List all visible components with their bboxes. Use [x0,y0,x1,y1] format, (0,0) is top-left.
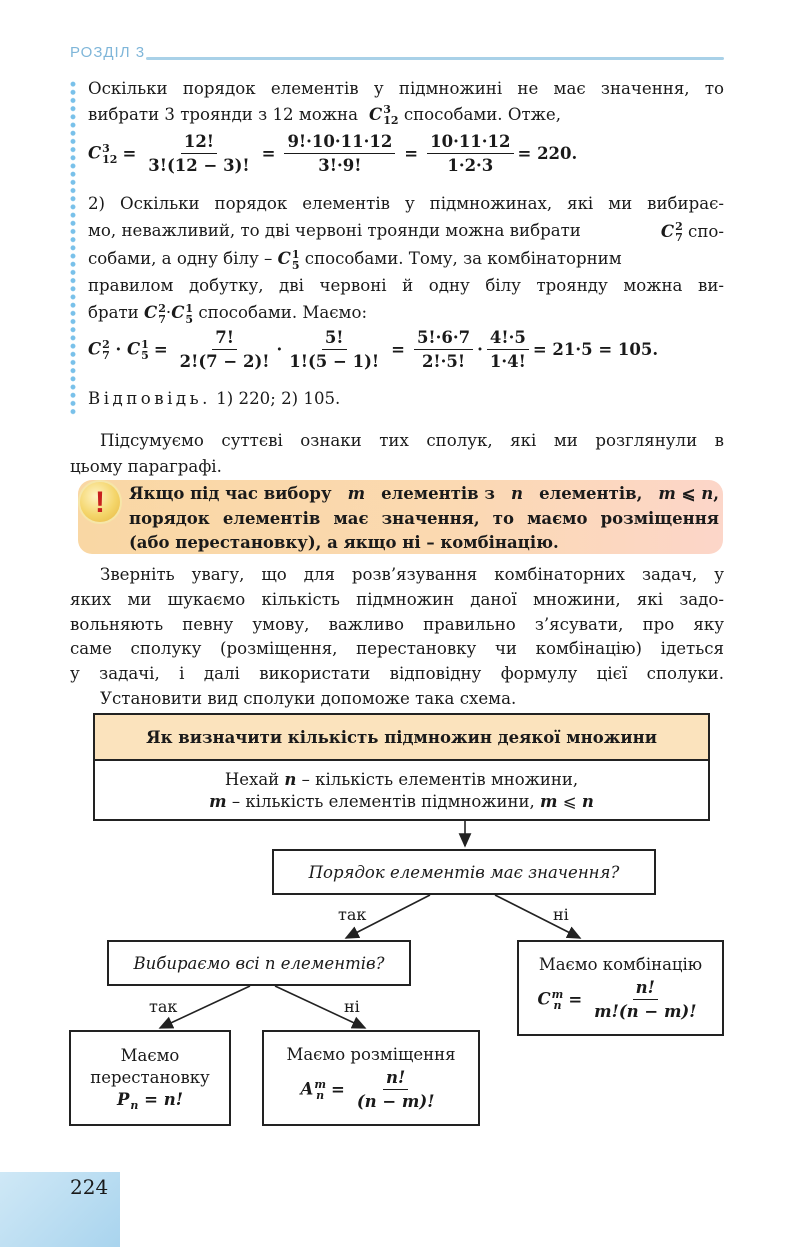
scheme-title: Як визначити кількість підмножин деякої множини [95,715,708,761]
label-no-1: ні [553,905,569,924]
arr-formula: A m n = $\frac{n!}{(n - m)!}$ [301,1068,442,1111]
note-line1-a: Якщо під час вибору [129,484,332,503]
label-no-2: ні [344,997,360,1016]
comb-num: n! [633,978,658,1000]
result-arrangement-box [262,1030,480,1126]
para3-line2: яких ми шукаємо кількість підмножин даної множини, які задо- [70,589,724,609]
label-yes-1: так [338,905,367,924]
question-order-matters: Порядок елементів має значення? [272,849,656,895]
note-line1: Якщо під час вибору m елементів з n елементів, m ⩽ n, [129,482,719,507]
para3-line6: Установити вид сполуки допоможе така схема. [100,688,517,708]
note-line3: (або перестановку), а якщо ні – комбінацію. [129,533,559,552]
formula2-frac-2: $\frac{5!}{1!(5 - 1)!}$ [289,328,380,371]
summary-line2: цьому параграфі. [70,456,222,476]
formula1-frac-1: $\frac{12!}{3!(12 - 3)!}$ [148,132,250,175]
para1-line2: вибрати 3 троянди з 12 можна C 3 12 способами. Отже, [88,103,561,128]
formula1-frac-3: $\frac{10\cdot 11\cdot 12}{1\cdot 2\cdot 3}$ [427,132,513,175]
note-line1-b: елементів з [381,484,495,503]
formula2-frac-1: $\frac{7!}{2!(7 - 2)!}$ [179,328,270,371]
para2-line3-b: способами. Тому, за комбінаторним [304,249,622,268]
summary-line1: Підсумуємо суттєві ознаки тих сполук, які ми розглянули в [100,431,724,450]
comb-den: m!(n − m)! [594,1002,697,1021]
para3-line3: вольняють певну умову, важливо правильно з’ясувати, про яку [70,614,724,634]
question-choose-all: Вибираємо всі n елементів? [107,940,411,986]
formula-2: C 2 7 · C 1 5 = $\frac{7!}{2!(7 - 2)!}$ · $\frac{5!}{1!(5 - 1)!}$ = $\frac{5!\cdot 6\cdot 7}{2!\cdot 5!}$ · $\frac{4!\cdot 5}{1\cdot 4!}$ = 21·5 = 105. [88,328,659,371]
para3-line1: Зверніть увагу, що для розв’язування комбінаторних задач, у [100,565,724,584]
formula1-result: = 220. [517,144,578,163]
comb-formula: C m n = $\frac{n!}{m!(n - m)!}$ [538,978,704,1021]
perm-title2: перестановку [90,1067,210,1087]
exclamation-icon: ! [95,486,105,519]
label-yes-2: так [149,997,178,1016]
para2-line4: правилом добутку, дві червоні й одну білу троянду можна ви- [88,275,724,295]
note-line1-c: елементів, [539,484,643,503]
para2-line2: мо, неважливий, то дві червоні троянди можна вибрати C 2 7 спо- [88,218,724,246]
answer-text: 1) 220; 2) 105. [216,389,341,408]
answer-label: Відповідь. [88,389,211,408]
para1-line1: Оскільки порядок елементів у підмножині не має значення, то [88,79,724,98]
para2-line2-a: мо, неважливий, то дві червоні троянди можна вибрати [88,220,581,240]
result-combination-box [517,940,724,1036]
para1-line2-a: вибрати 3 троянди з 12 можна [88,104,358,124]
para3-line5: у задачі, і далі використати відповідну формулу цієї сполуки. [70,664,724,684]
given1-a: Нехай [224,770,280,789]
perm-formula: = n! [144,1089,183,1109]
para2-line1: 2) Оскільки порядок елементів у підмножинах, які ми вибирає- [88,194,724,213]
para2-line5: брати C 2 7 ·C 1 5 способами. Маємо: [88,301,368,326]
comb-title: Маємо комбінацію [538,955,703,974]
para2-line5-a: брати [88,303,139,322]
given1-b: – кількість елементів множини, [301,770,579,789]
perm-formula-row: P n = n! [117,1089,183,1113]
perm-title1: Маємо [120,1045,180,1065]
para2-line3: собами, а одну білу – C 1 5 способами. Тому, за комбінаторним [88,247,622,272]
formula2-frac-4: $\frac{4!\cdot 5}{1\cdot 4!}$ [487,328,529,371]
given2-b: – кількість елементів підмножини, [231,792,535,811]
section-label: РОЗДІЛ 3 [70,44,146,61]
note-line2: порядок елементів має значення, то маємо розміщення [129,508,719,528]
para2-line3-a: собами, а одну білу – [88,249,273,268]
arr-title: Маємо розміщення [286,1045,456,1064]
page-number: 224 [70,1175,109,1199]
formula1-frac-2: $\frac{9!\cdot 10\cdot 11\cdot 12}{3!\cdot 9!}$ [284,132,395,175]
scheme-given-line2: m – кількість елементів підмножини, m ⩽ n [209,792,594,811]
para2-line2-b: спо- [688,221,724,241]
arr-num: n! [383,1068,408,1090]
scheme-given-line1: Нехай n – кількість елементів множини, [224,770,579,789]
para1-line2-b: способами. Отже, [403,104,561,124]
arr-den: (n − m)! [356,1092,435,1111]
para2-line5-b: способами. Маємо: [198,303,368,322]
result-permutation-box [69,1030,231,1126]
formula2-result: = 21·5 = 105. [532,340,659,359]
formula-1: C 3 12 = $\frac{12!}{3!(12 - 3)!}$ = $\frac{9!\cdot 10\cdot 11\cdot 12}{3!\cdot 9!}$ = $\frac{10\cdot 11\cdot 12}{1\cdot 2\cdot 3}$ = 220. [88,132,578,175]
para3-line4: саме сполуку (розміщення, перестановку чи комбінацію) ідеться [70,639,724,659]
formula2-frac-3: $\frac{5!\cdot 6\cdot 7}{2!\cdot 5!}$ [414,328,473,371]
